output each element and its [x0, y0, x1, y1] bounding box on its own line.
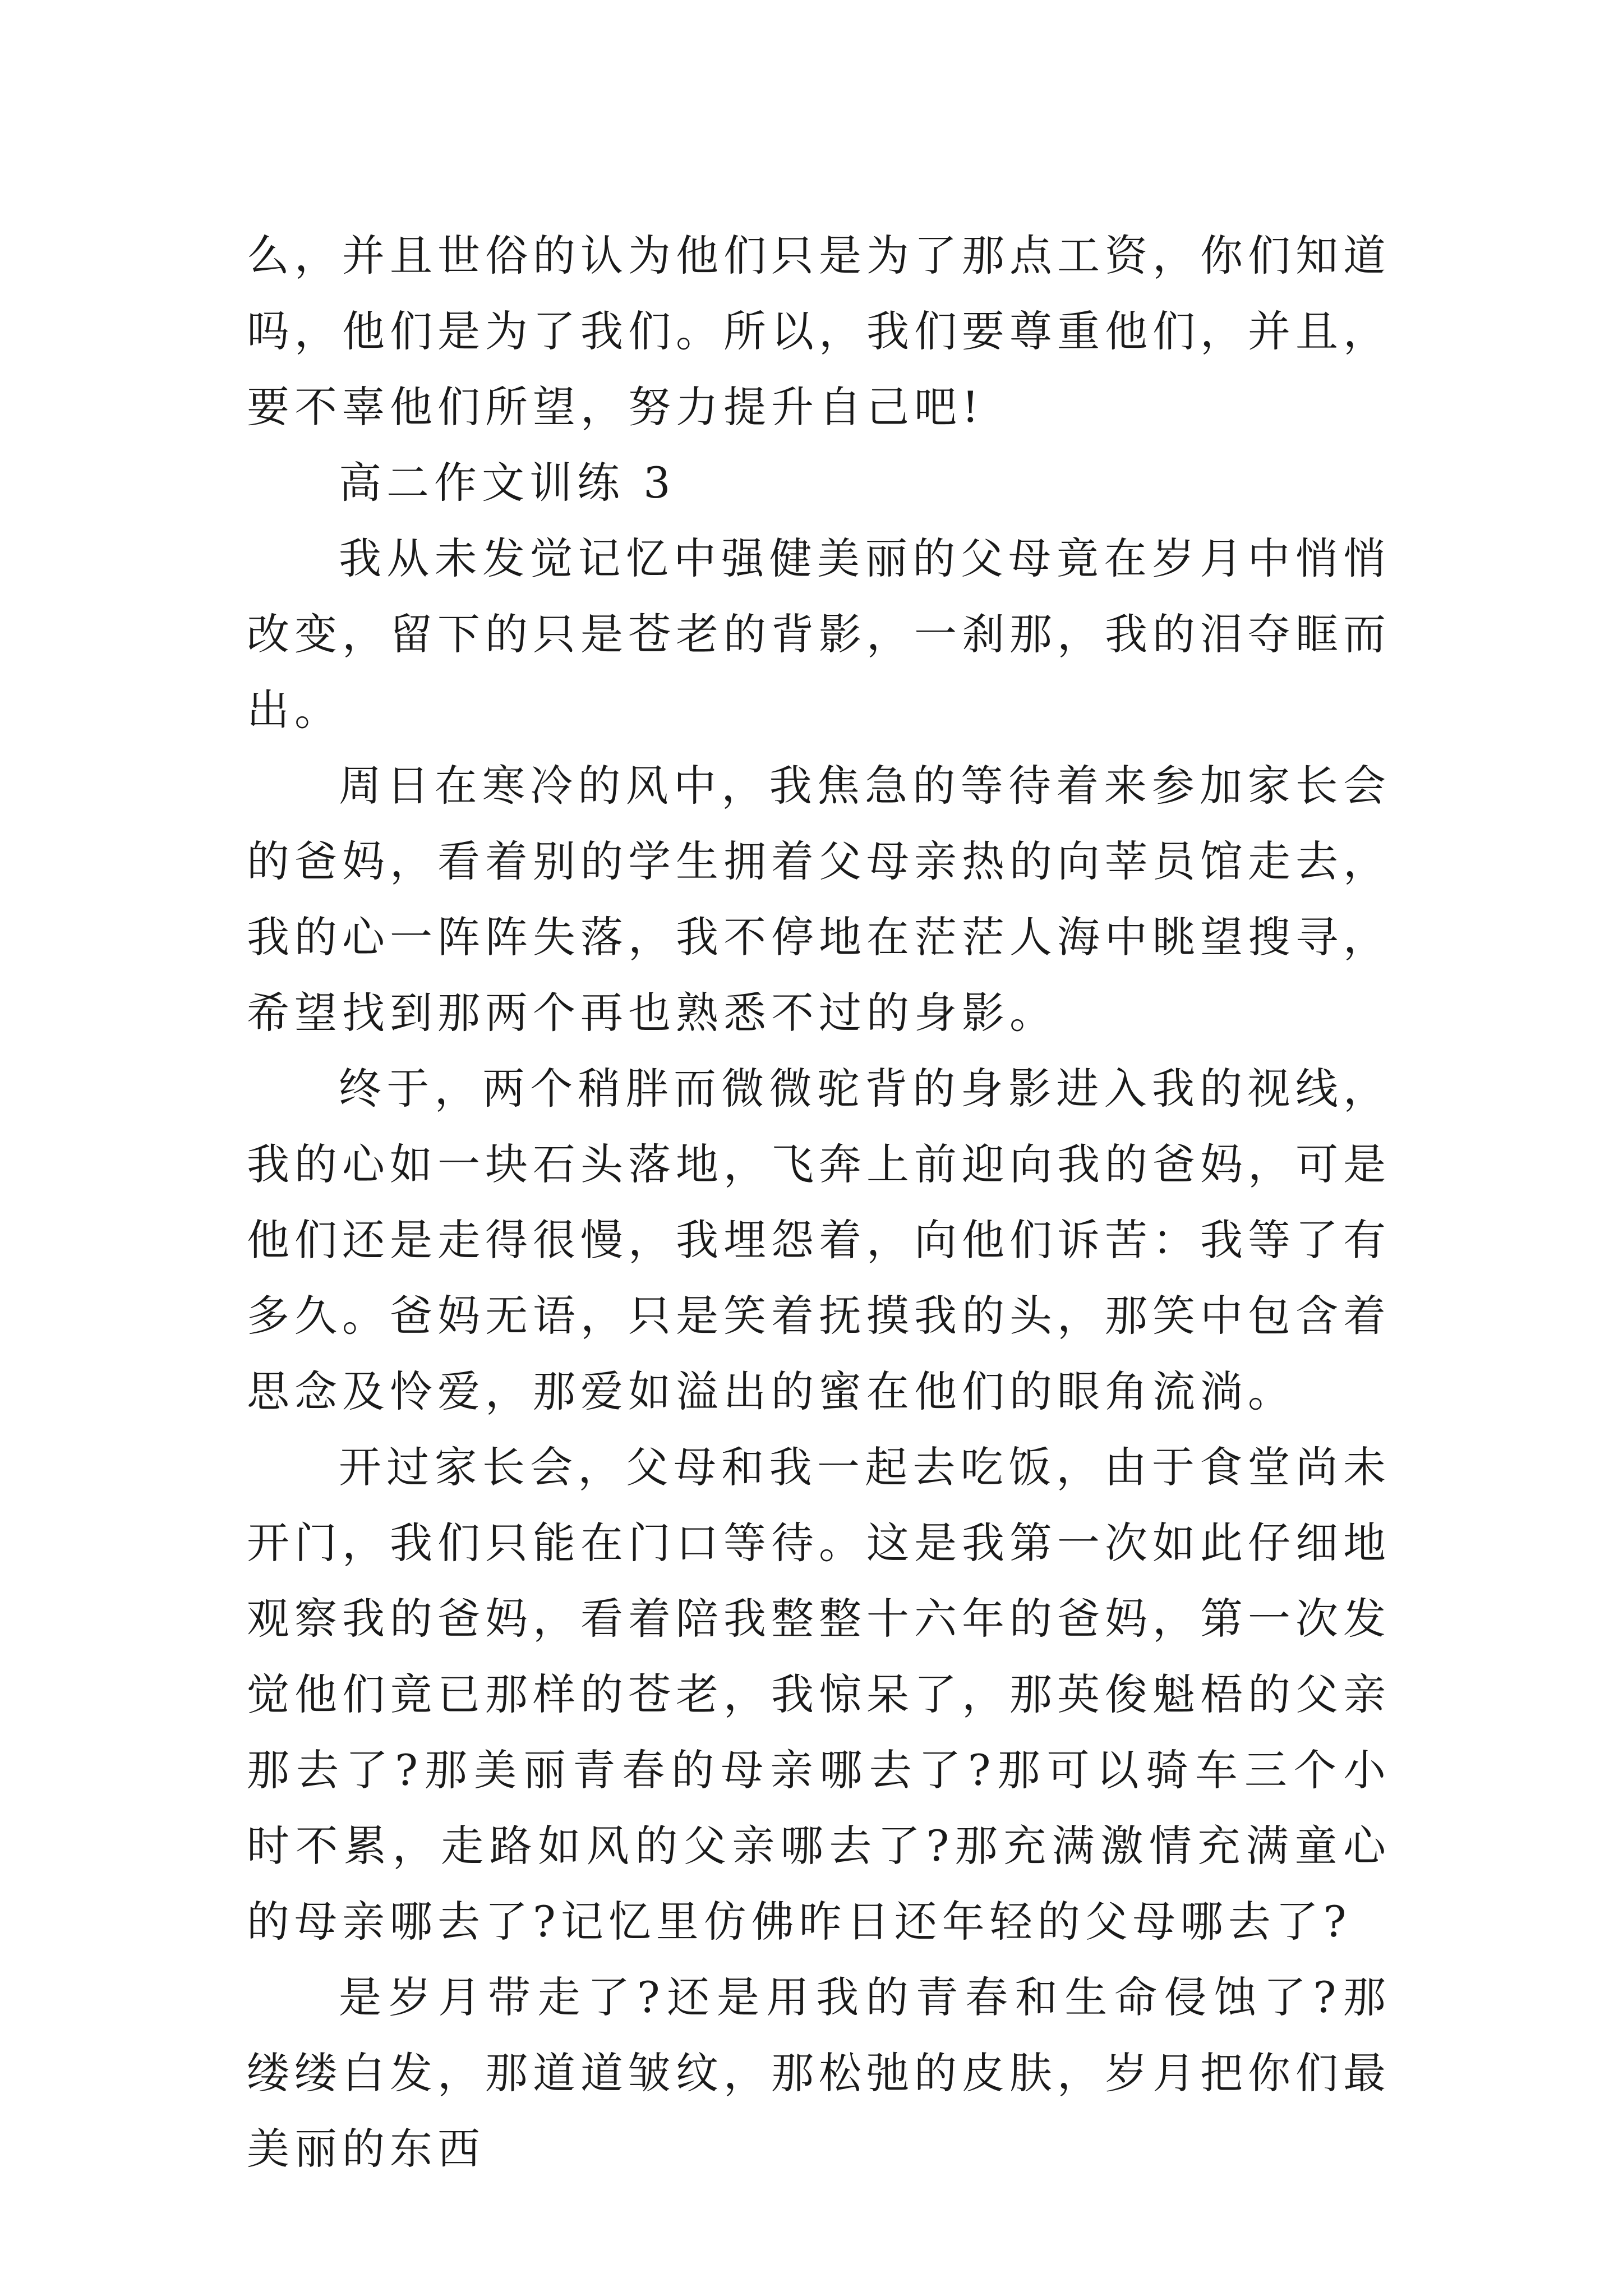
paragraph: 开过家长会，父母和我一起去吃饭，由于食堂尚未开门，我们只能在门口等待。这是我第一次如此仔细地观察我的爸妈，看着陪我整整十六年的爸妈，第一次发觉他们竟已那样的苍老，我惊呆了，那英俊魁梧的父亲那去了?那美丽青春的母亲哪去了?那可以骑车三个小时不累，走路如风的父亲哪去了?那充满激情充满童心的母亲哪去了?记忆里仿佛昨日还年轻的父母哪去了? [247, 1442, 1391, 1947]
document-body [247, 218, 1391, 2187]
paragraph: 我从未发觉记忆中强健美丽的父母竟在岁月中悄悄改变，留下的只是苍老的背影，一刹那，我的泪夺眶而出。 [247, 533, 1391, 735]
paragraph-continuation: 么，并且世俗的认为他们只是为了那点工资，你们知道吗，他们是为了我们。所以，我们要尊重他们，并且，要不辜他们所望，努力提升自己吧! [247, 231, 1391, 432]
section-heading: 高二作文训练 3 [339, 458, 676, 508]
paragraph: 终于，两个稍胖而微微驼背的身影进入我的视线，我的心如一块石头落地，飞奔上前迎向我的爸妈，可是他们还是走得很慢，我埋怨着，向他们诉苦：我等了有多久。爸妈无语，只是笑着抚摸我的头，那笑中包含着思念及怜爱，那爱如溢出的蜜在他们的眼角流淌。 [247, 1064, 1391, 1416]
paragraph: 是岁月带走了?还是用我的青春和生命侵蚀了?那缕缕白发，那道道皱纹，那松弛的皮肤，岁月把你们最美丽的东西 [247, 1972, 1391, 2174]
paragraph: 周日在寒冷的风中，我焦急的等待着来参加家长会的爸妈，看着别的学生拥着父母亲热的向莘员馆走去，我的心一阵阵失落，我不停地在茫茫人海中眺望搜寻，希望找到那两个再也熟悉不过的身影。 [247, 761, 1391, 1038]
